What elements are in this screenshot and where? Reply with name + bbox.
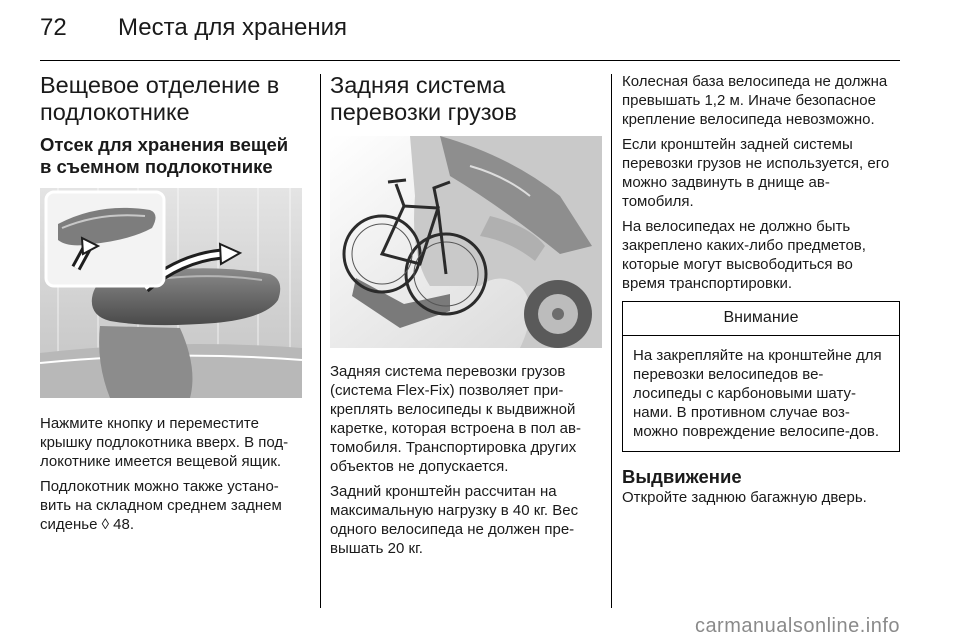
armrest-subheading: Отсек для хранения вещей в съемном подлокотнике xyxy=(40,134,289,177)
armrest-paragraph-1: Нажмите кнопку и переместите крышку подлокотника вверх. В под-локотнике имеется вещевой ящик. xyxy=(40,415,289,470)
column-1 xyxy=(40,72,302,540)
column-divider-2 xyxy=(611,74,612,608)
section-title: Места для хранения xyxy=(118,14,347,41)
extend-subheading: Выдвижение xyxy=(622,466,742,487)
column-3 xyxy=(622,72,900,513)
page-number: 72 xyxy=(40,14,67,41)
loose-items-paragraph: На велосипедах не должно быть закреплено каких-либо предметов, которые могут высвободиться во время транспортировки. xyxy=(622,218,866,292)
carrier-paragraph-2: Задний кронштейн рассчитан на максимальную нагрузку в 40 кг. Вес одного велосипеда не должен пре-вышать 20 кг. xyxy=(330,483,579,557)
stow-paragraph: Если кронштейн задней системы перевозки грузов не используется, его можно задвинуть в днище ав-томобиля. xyxy=(622,136,890,210)
carrier-paragraph-1: Задняя система перевозки грузов (система Flex-Fix) позволяет при-креплять велосипеды к выдвижной каретке, которая встроена в пол ав-томобиля. Транспортировка других объектов не допускается. xyxy=(330,363,581,475)
watermark-text: carmanualsonline.info xyxy=(694,615,900,637)
armrest-illustration xyxy=(40,188,302,398)
caution-notice xyxy=(622,301,900,452)
bicycle-carrier-illustration xyxy=(330,136,602,348)
caution-title: Внимание xyxy=(623,302,899,336)
armrest-heading: Вещевое отделение в подлокотнике xyxy=(40,72,280,125)
carrier-heading: Задняя система перевозки грузов xyxy=(330,72,517,125)
caution-text: На закрепляйте на кронштейне для перевозки велосипедов ве-лосипеды с карбоновыми шату-нами. В противном случае воз-можно повреждение велосипе-дов. xyxy=(633,347,882,440)
extend-paragraph: Откройте заднюю багажную дверь. xyxy=(622,489,867,506)
column-2 xyxy=(330,72,602,564)
armrest-paragraph-2: Подлокотник можно также устано-вить на складном среднем заднем сиденье ◊ 48. xyxy=(40,478,282,533)
page-header xyxy=(40,14,900,54)
header-divider xyxy=(40,60,900,61)
column-divider-1 xyxy=(320,74,321,608)
wheelbase-paragraph: Колесная база велосипеда не должна превышать 1,2 м. Иначе безопасное крепление велосипеда невозможно. xyxy=(622,73,888,128)
